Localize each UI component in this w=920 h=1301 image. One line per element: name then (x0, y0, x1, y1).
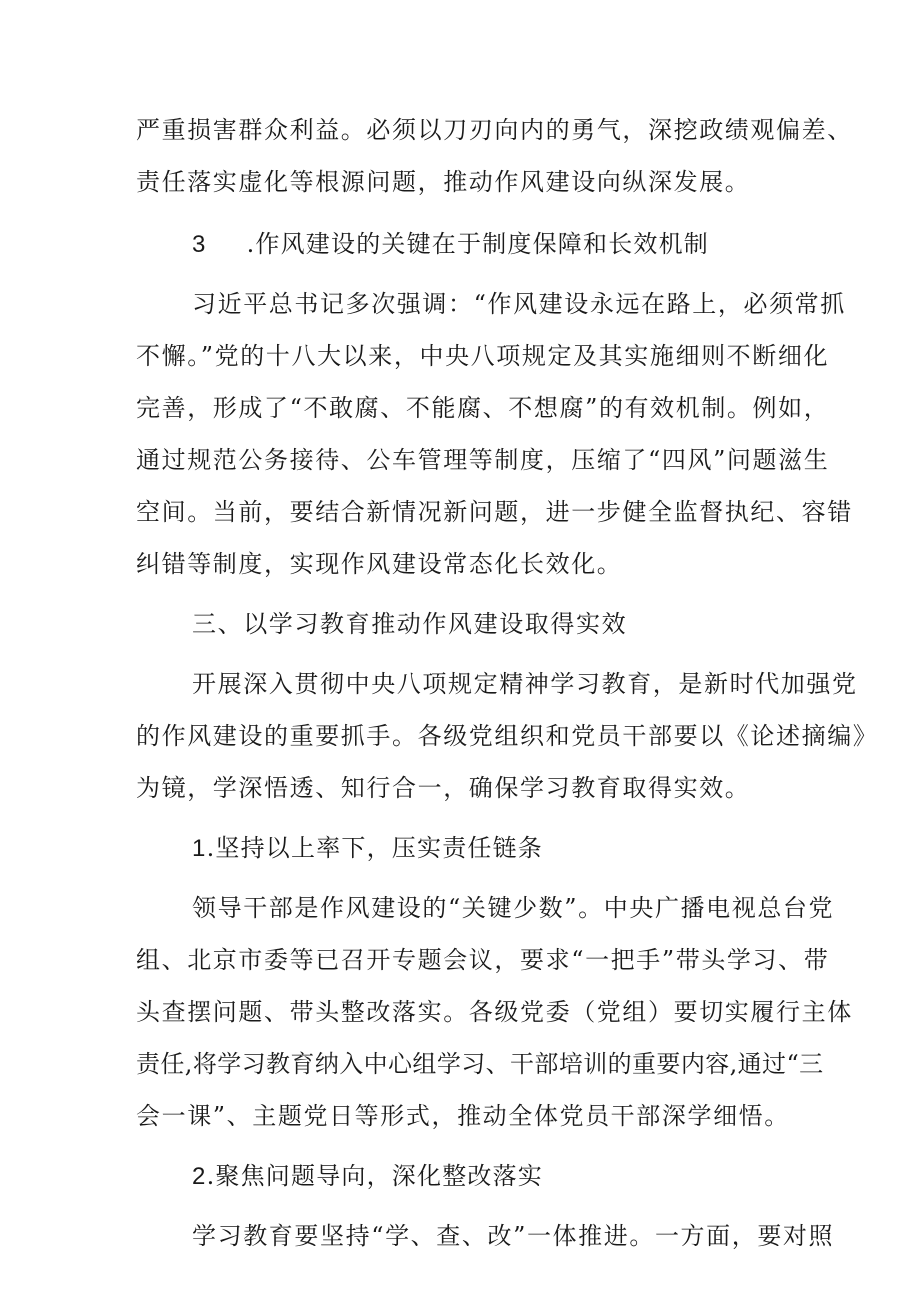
subheading-1 (192, 832, 543, 865)
paragraph-line: 头查摆问题、带头整改落实。各级党委（党组）要切实履行主体 (136, 998, 853, 1026)
paragraph-line: 完善，形成了“不敢腐、不能腐、不想腐”的有效机制。例如， (136, 394, 830, 422)
paragraph-line: 组、北京市委等已召开专题会议，要求“一把手”带头学习、带 (136, 946, 830, 974)
paragraph-line: 学习教育要坚持“学、查、改”一体推进。一方面，要对照 (192, 1222, 835, 1250)
heading-number: 3 (192, 231, 207, 258)
paragraph-line: 责任落实虚化等根源问题，推动作风建设向纵深发展。 (136, 168, 751, 196)
heading-text: .坚持以上率下，压实责任链条 (206, 834, 543, 862)
section-heading-three: 三、以学习教育推动作风建设取得实效 (192, 610, 628, 638)
heading-number: 1 (192, 835, 207, 862)
section-heading-3 (192, 228, 709, 261)
paragraph-line: 为镜，学深悟透、知行合一，确保学习教育取得实效。 (136, 774, 751, 802)
paragraph-line: 的作风建设的重要抓手。各级党组织和党员干部要以《论述摘编》 (136, 722, 879, 750)
paragraph-line: 空间。当前，要结合新情况新问题，进一步健全监督执纪、容错 (136, 498, 853, 526)
paragraph-line: 开展深入贯彻中央八项规定精神学习教育，是新时代加强党 (192, 670, 858, 698)
paragraph-line: 不懈。”党的十八大以来，中央八项规定及其实施细则不断细化 (136, 342, 830, 370)
paragraph-line: 严重损害群众利益。必须以刀刃向内的勇气，深挖政绩观偏差、 (136, 116, 853, 144)
paragraph-line: 通过规范公务接待、公车管理等制度，压缩了“四风”问题滋生 (136, 446, 830, 474)
paragraph-line: 责任,将学习教育纳入中心组学习、干部培训的重要内容,通过“三 (136, 1050, 824, 1078)
heading-text: .作风建设的关键在于制度保障和长效机制 (246, 230, 709, 258)
heading-text: .聚焦问题导向，深化整改落实 (206, 1162, 543, 1190)
paragraph-line: 会一课”、主题党日等形式，推动全体党员干部深学细悟。 (136, 1102, 790, 1130)
subheading-2 (192, 1160, 543, 1193)
heading-number: 2 (192, 1163, 207, 1190)
paragraph-line: 领导干部是作风建设的“关键少数”。中央广播电视总台党 (192, 894, 835, 922)
paragraph-line: 习近平总书记多次强调：“作风建设永远在路上，必须常抓 (192, 290, 846, 318)
paragraph-line: 纠错等制度，实现作风建设常态化长效化。 (136, 550, 623, 578)
